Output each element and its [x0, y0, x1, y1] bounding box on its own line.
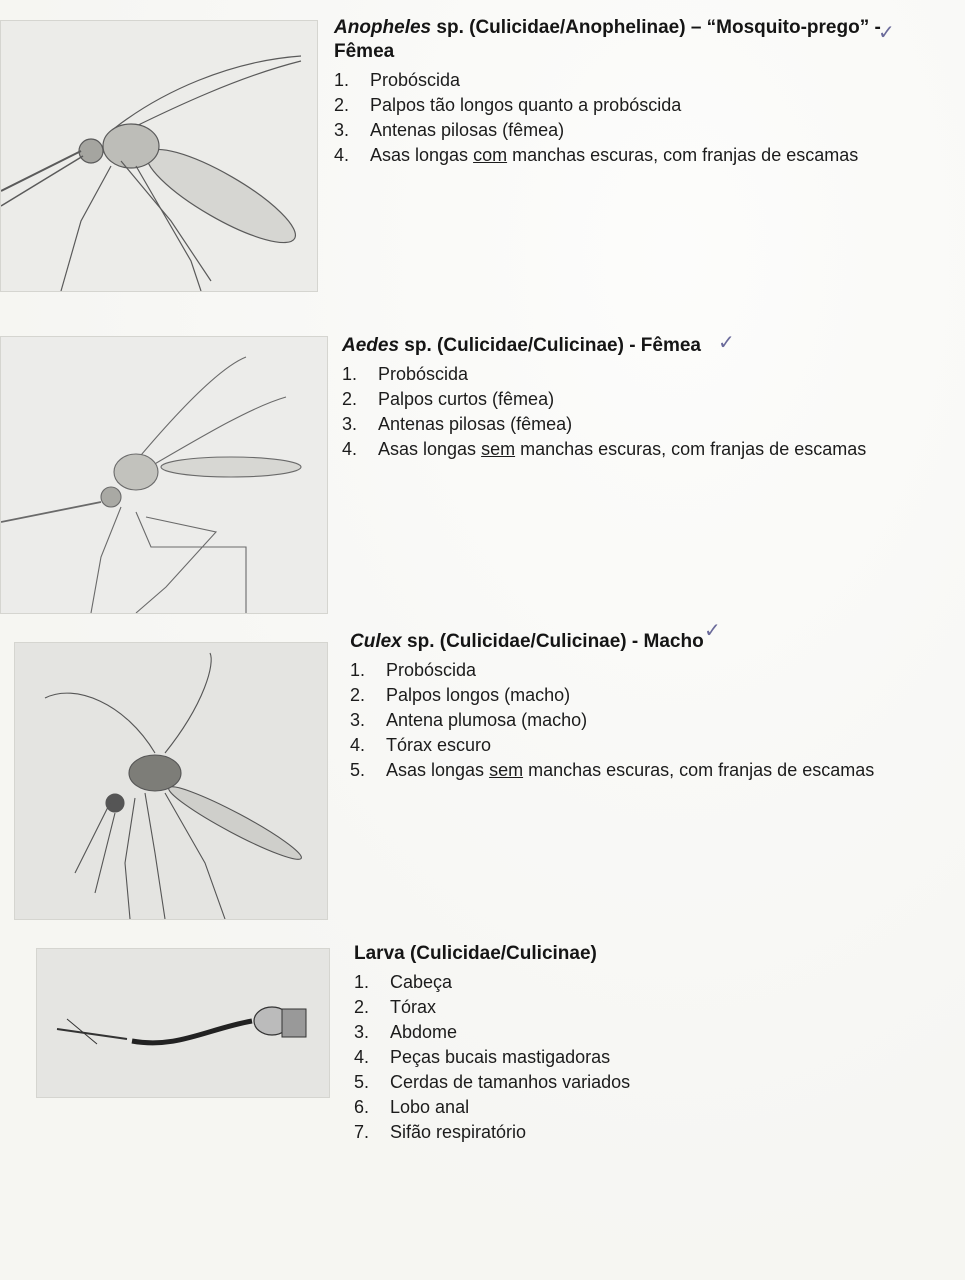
list-item-text: Palpos longos (macho): [386, 685, 571, 705]
list-item-number: 2.: [342, 389, 358, 409]
list-item-text-post: manchas escuras, com franjas de escamas: [523, 760, 875, 780]
list-item-text: Cabeça: [390, 972, 453, 992]
check-mark-icon: ✓: [704, 618, 721, 642]
larva-list: [354, 970, 630, 1145]
list-item-text: Tórax: [390, 997, 437, 1017]
culex-section: [350, 630, 874, 783]
list-item-text: Probóscida: [370, 70, 461, 90]
list-item-text: Lobo anal: [390, 1097, 470, 1117]
anopheles-section: [334, 16, 881, 168]
list-item-text-pre: Asas longas: [386, 760, 490, 780]
list-item-text-post: manchas escuras, com franjas de escamas: [515, 439, 867, 459]
list-item-number: 4.: [354, 1047, 370, 1067]
list-item: [350, 758, 874, 783]
check-mark-icon: ✓: [878, 20, 895, 44]
list-item-number: 4.: [350, 735, 366, 755]
list-item-text: Antenas pilosas (fêmea): [370, 120, 565, 140]
list-item-number: 3.: [350, 710, 366, 730]
culex-specimen-image: [14, 642, 328, 920]
list-item: [350, 733, 874, 758]
anopheles-heading: [334, 16, 881, 40]
list-item-number: 2.: [334, 95, 350, 115]
list-item-text: Tórax escuro: [386, 735, 492, 755]
list-item-number: 3.: [342, 414, 358, 434]
underlined-word: com: [473, 145, 508, 165]
list-item-text: Abdome: [390, 1022, 458, 1042]
culex-heading-rest: sp. (Culicidae/Culicinae) - Macho: [401, 631, 704, 652]
list-item: [342, 387, 866, 412]
list-item-number: 2.: [354, 997, 370, 1017]
list-item-text: Peças bucais mastigadoras: [390, 1047, 611, 1067]
larva-section: [354, 942, 630, 1145]
list-item: [350, 683, 874, 708]
list-item: [354, 970, 630, 995]
check-mark-icon: ✓: [718, 330, 735, 354]
anopheles-specimen-image: [0, 20, 318, 292]
list-item-number: 5.: [354, 1072, 370, 1092]
list-item: [354, 995, 630, 1020]
list-item: [334, 143, 881, 168]
list-item: [354, 1020, 630, 1045]
list-item-text: [370, 143, 858, 168]
culex-list: [350, 658, 874, 783]
aedes-genus: Aedes: [342, 335, 400, 356]
list-item: [342, 437, 866, 462]
list-item-number: 6.: [354, 1097, 370, 1117]
aedes-specimen-image: [0, 336, 328, 614]
aedes-list: [342, 362, 866, 462]
list-item-text: Palpos curtos (fêmea): [378, 389, 555, 409]
list-item: [350, 658, 874, 683]
list-item: [354, 1120, 630, 1145]
list-item-number: 4.: [342, 439, 358, 459]
list-item-number: 2.: [350, 685, 366, 705]
list-item-number: 1.: [342, 364, 358, 384]
list-item-text-pre: Asas longas: [378, 439, 482, 459]
larva-heading: Larva (Culicidae/Culicinae): [354, 943, 597, 964]
list-item: [334, 93, 881, 118]
list-item-number: 4.: [334, 145, 350, 165]
list-item-text: Sifão respiratório: [390, 1122, 527, 1142]
list-item-number: 7.: [354, 1122, 370, 1142]
aedes-heading-rest: sp. (Culicidae/Culicinae) - Fêmea: [399, 335, 701, 356]
anopheles-heading-rest: sp. (Culicidae/Anophelinae) – “Mosquito-prego” -: [431, 17, 881, 38]
list-item: [334, 118, 881, 143]
list-item-number: 1.: [350, 660, 366, 680]
anopheles-heading-line2: Fêmea: [334, 41, 395, 62]
culex-genus: Culex: [350, 631, 402, 652]
list-item-number: 3.: [354, 1022, 370, 1042]
list-item-text-pre: Asas longas: [370, 145, 474, 165]
aedes-section: [342, 334, 866, 462]
anopheles-genus: Anopheles: [334, 17, 432, 38]
underlined-word: sem: [481, 439, 516, 459]
list-item-text: Cerdas de tamanhos variados: [390, 1072, 631, 1092]
list-item-text-post: manchas escuras, com franjas de escamas: [507, 145, 859, 165]
aedes-heading: [342, 334, 866, 358]
list-item: [354, 1045, 630, 1070]
list-item-text: Probóscida: [378, 364, 469, 384]
list-item-text: [386, 758, 874, 783]
larva-specimen-image: [36, 948, 330, 1098]
list-item-number: 1.: [334, 70, 350, 90]
list-item-text: Antena plumosa (macho): [386, 710, 588, 730]
list-item-text: Antenas pilosas (fêmea): [378, 414, 573, 434]
underlined-word: sem: [489, 760, 524, 780]
list-item: [350, 708, 874, 733]
list-item-number: 5.: [350, 760, 366, 780]
list-item-number: 3.: [334, 120, 350, 140]
list-item: [334, 68, 881, 93]
culex-heading: [350, 630, 874, 654]
anopheles-list: [334, 68, 881, 168]
list-item: [342, 412, 866, 437]
list-item-text: Probóscida: [386, 660, 477, 680]
list-item: [342, 362, 866, 387]
list-item-text: [378, 437, 866, 462]
list-item-number: 1.: [354, 972, 370, 992]
list-item-text: Palpos tão longos quanto a probóscida: [370, 95, 682, 115]
list-item: [354, 1070, 630, 1095]
list-item: [354, 1095, 630, 1120]
